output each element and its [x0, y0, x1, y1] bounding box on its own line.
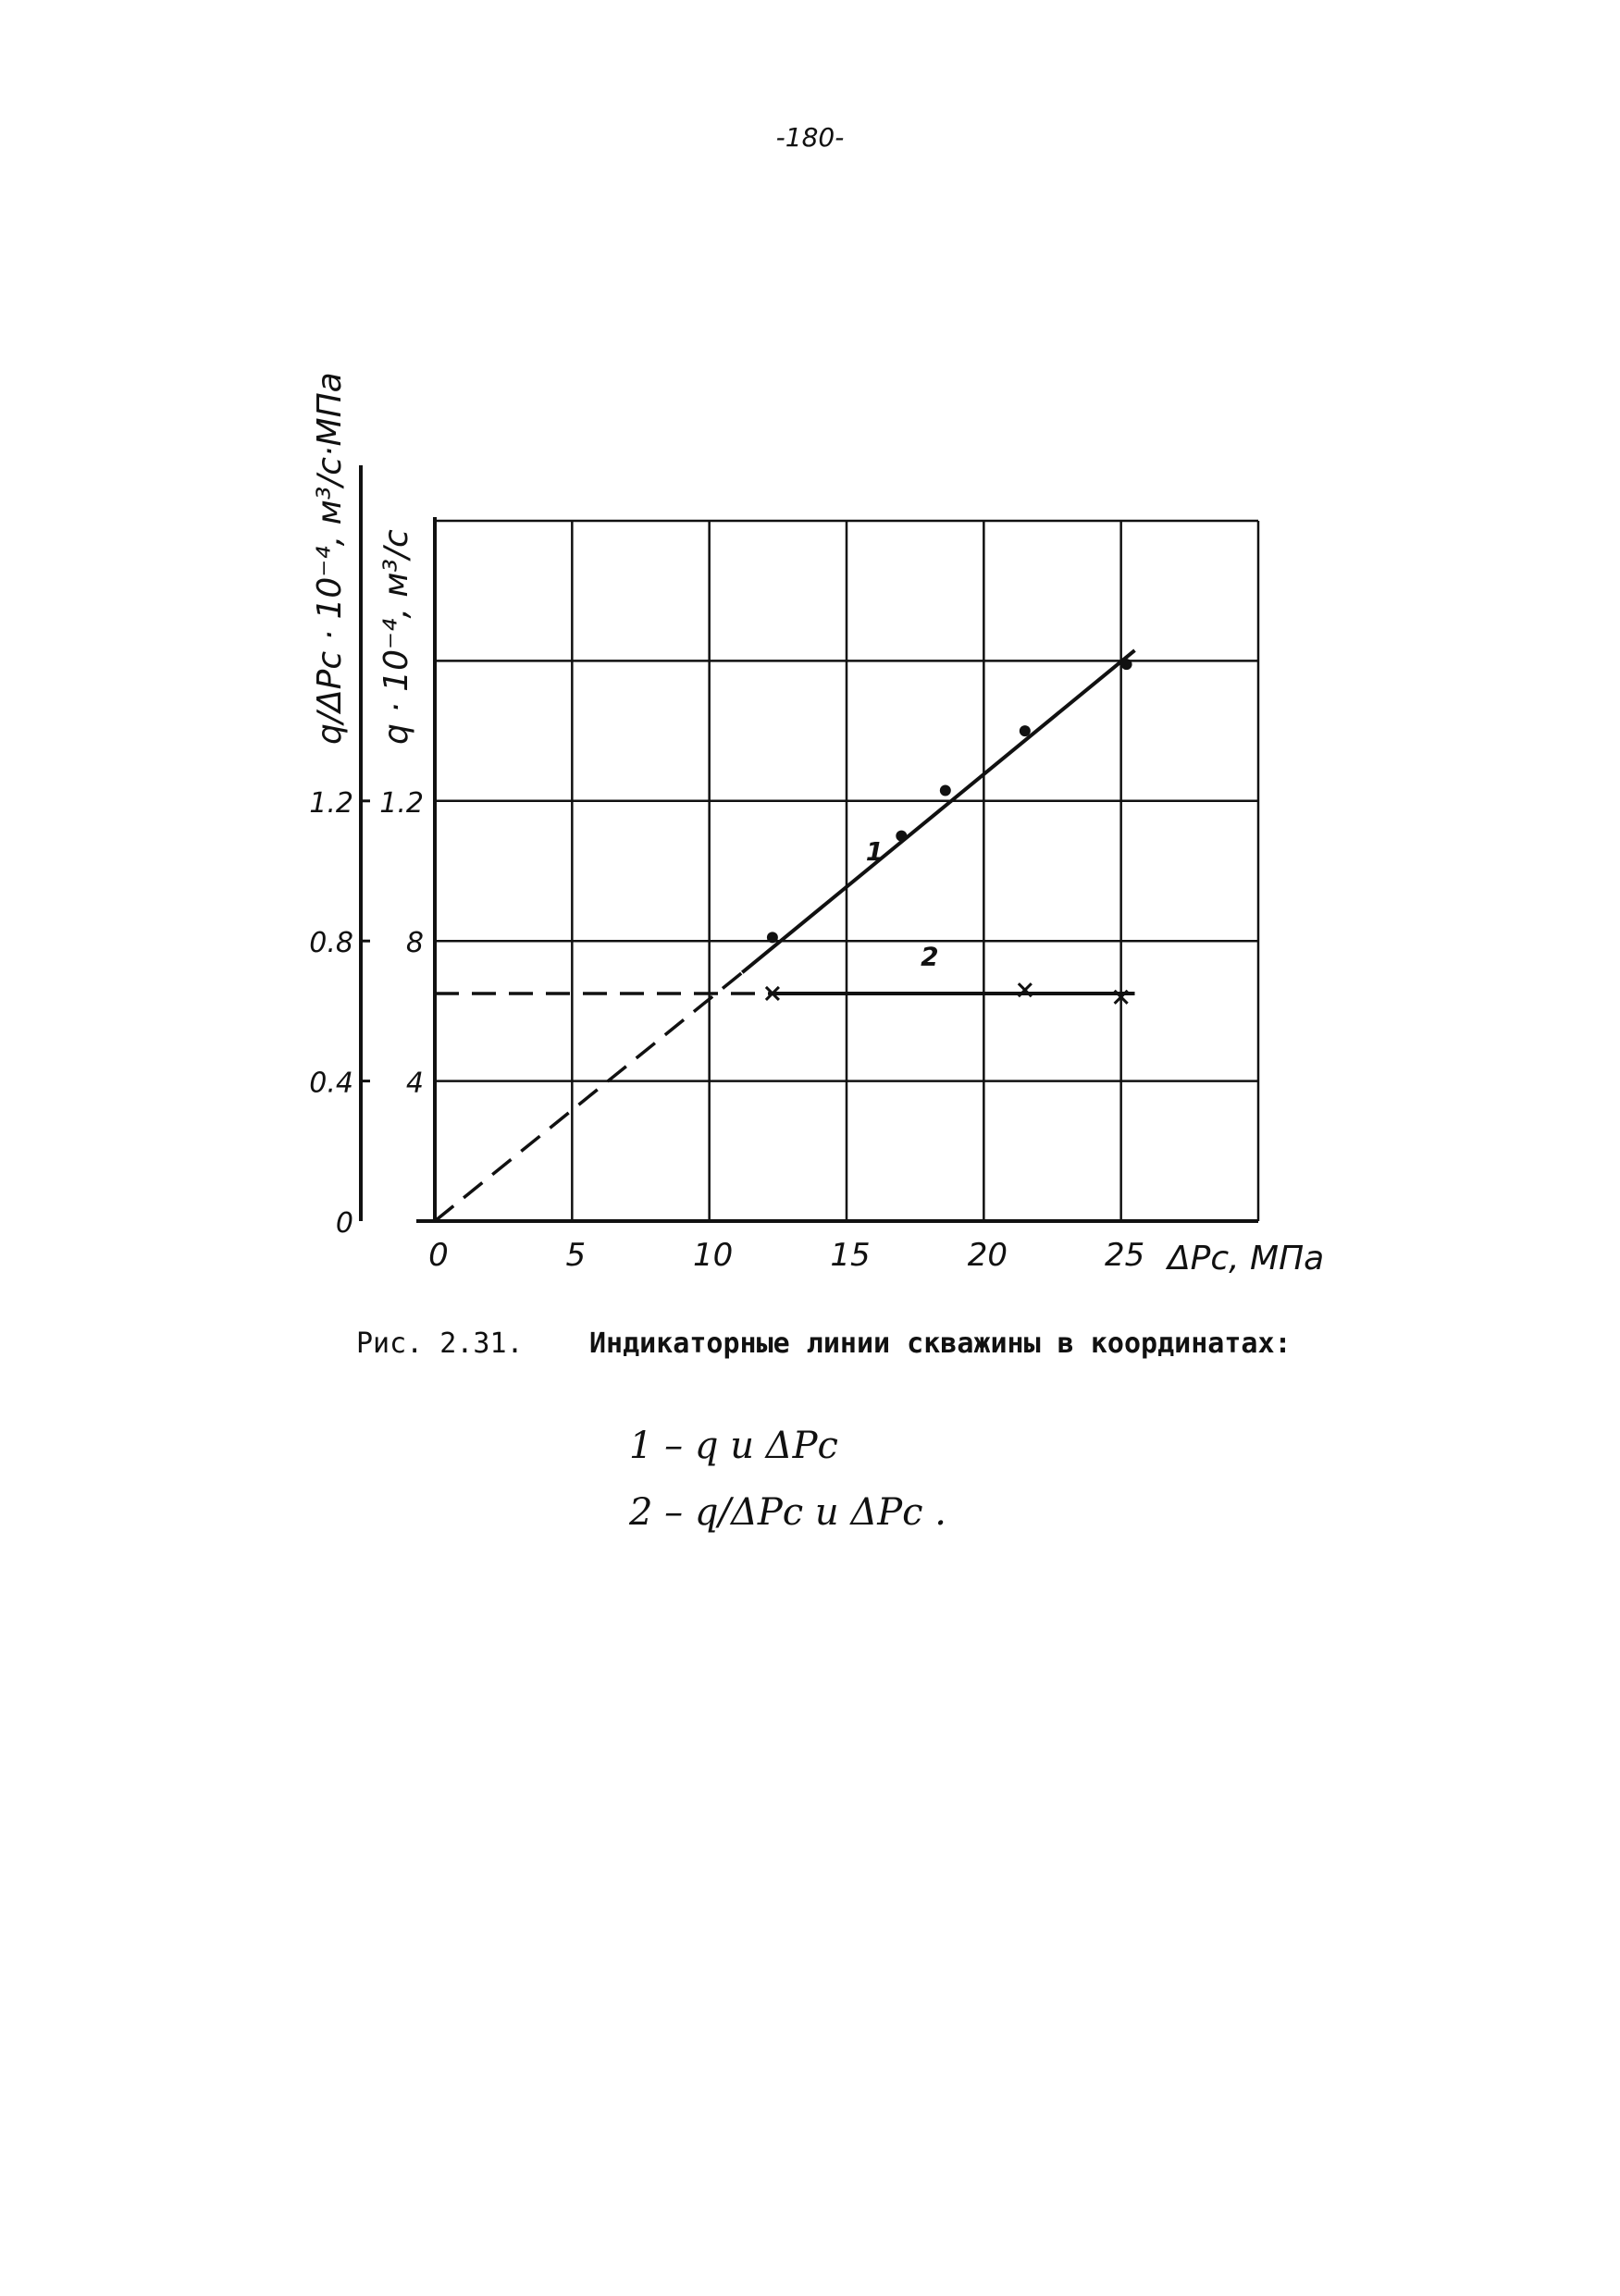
series-1-extrapolation-line: [435, 972, 742, 1221]
y-inner-tick-label: 4: [405, 1067, 424, 1100]
y-outer-tick-label: 0.4: [309, 1067, 353, 1100]
chart-axes: [361, 465, 1258, 1221]
data-marks: [766, 659, 1132, 1004]
x-tick-label: 10: [693, 1237, 734, 1274]
figure-number: Рис. 2.31.: [356, 1327, 524, 1360]
y-axis-inner-title: q · 10⁻⁴, м³/с: [377, 529, 415, 745]
chart-grid: [435, 521, 1258, 1221]
x-tick-label: 0: [428, 1237, 449, 1274]
x-tick-label: 5: [565, 1237, 587, 1274]
y-outer-tick-label: 0.8: [309, 927, 353, 960]
legend-item-2: 2 – q/ΔPc и ΔPc .: [629, 1491, 946, 1534]
series-1-point: [896, 831, 907, 842]
series-2-label: 2: [921, 941, 939, 972]
x-tick-label: 25: [1105, 1237, 1145, 1274]
series-1-point: [940, 784, 951, 796]
legend-item-1: 1 – q и ΔPc: [629, 1425, 838, 1467]
x-tick-label: 15: [830, 1237, 871, 1274]
y-axis-outer-title: q/ΔPc · 10⁻⁴, м³/с·МПа: [311, 372, 349, 745]
caption-text: Индикаторные линии скважины в координатах:: [589, 1327, 1292, 1360]
series-1-point: [1121, 659, 1132, 670]
series-1-point: [1020, 725, 1031, 736]
figure-caption: [356, 1327, 1466, 1360]
y-outer-tick-label: 1.2: [309, 786, 353, 820]
page-number: -180-: [775, 122, 845, 153]
y-inner-tick-label: 8: [405, 927, 424, 960]
x-tick-label: 20: [967, 1237, 1008, 1274]
fit-lines: [435, 650, 1135, 1221]
chart-text: [309, 372, 1324, 1278]
x-axis-title: ΔPc, МПа: [1168, 1240, 1325, 1278]
series-1-point: [767, 932, 778, 943]
y-outer-tick-label: 0: [335, 1207, 353, 1240]
series-1-fit-line: [742, 650, 1134, 972]
series-1-label: 1: [865, 836, 884, 868]
y-inner-tick-label: 1.2: [379, 786, 424, 820]
